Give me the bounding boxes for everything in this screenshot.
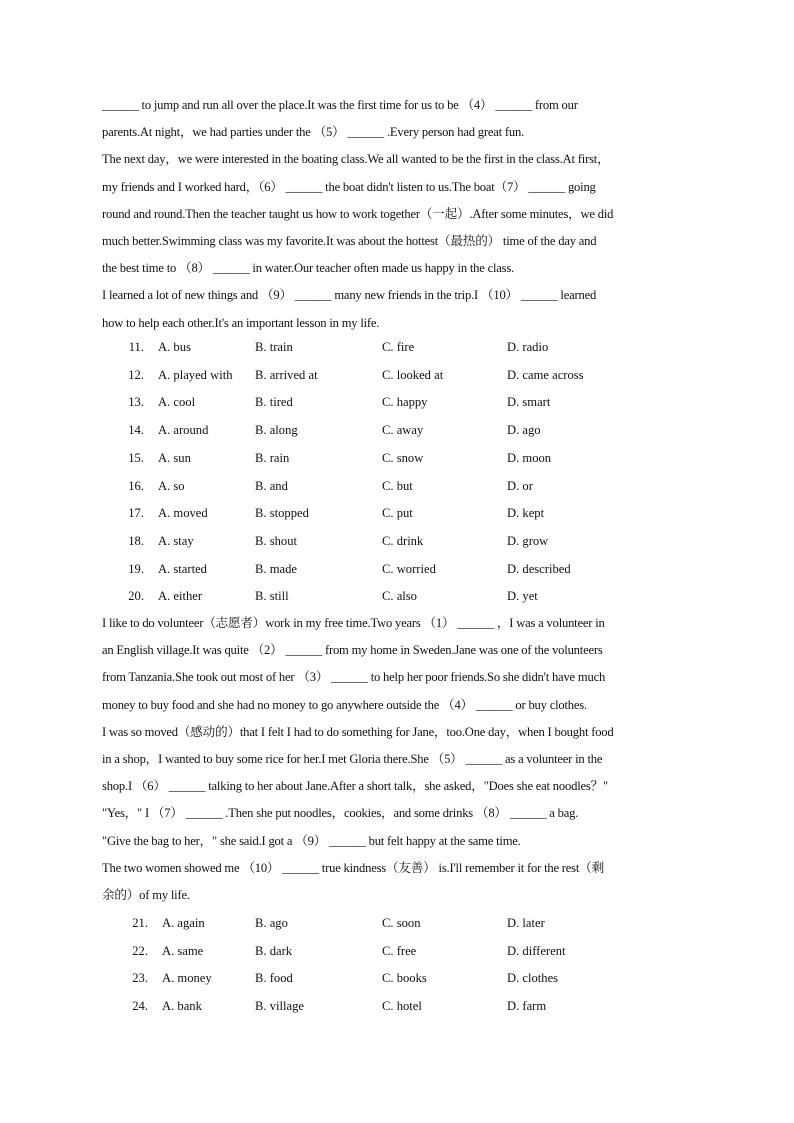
question-row	[0, 393, 794, 411]
question-number: 14.	[128, 423, 144, 438]
passage-line: the best time to （8） ______ in water.Our teacher often made us happy in the class.	[102, 261, 515, 276]
option-d[interactable]: D. kept	[507, 506, 545, 521]
question-number: 15.	[128, 450, 144, 465]
option-c[interactable]: C. looked at	[382, 367, 444, 382]
question-row	[0, 477, 794, 495]
option-c[interactable]: C. away	[382, 423, 424, 438]
question-row	[0, 449, 794, 467]
question-number: 23.	[132, 971, 148, 986]
option-d[interactable]: D. ago	[507, 423, 541, 438]
question-row	[0, 914, 794, 932]
passage-line: "Yes，" I （7） ______ .Then she put noodles，cookies，and some drinks （8） ______ a bag.	[102, 806, 579, 821]
option-c[interactable]: C. fire	[382, 340, 415, 354]
passage-line: from Tanzania.She took out most of her （3） ______ to help her poor friends.So she didn't have much	[102, 670, 606, 685]
option-b[interactable]: B. made	[255, 561, 297, 576]
option-b[interactable]: B. along	[255, 423, 298, 438]
option-d[interactable]: D. farm	[507, 999, 547, 1014]
option-b[interactable]: B. ago	[255, 916, 288, 930]
passage-line: my friends and I worked hard，（6） ______ the boat didn't listen to us.The boat（7） ______ going	[102, 179, 596, 194]
passage-line: I was so moved（感动的）that I felt I had to do something for Jane，too.One day，when I bought food	[102, 724, 614, 739]
option-c[interactable]: C. also	[382, 589, 417, 604]
option-a[interactable]: A. played with	[158, 367, 233, 382]
question-number: 24.	[132, 999, 148, 1014]
option-c[interactable]: C. books	[382, 971, 427, 986]
question-row	[0, 969, 794, 987]
question-row	[0, 560, 794, 578]
passage-line: round and round.Then the teacher taught us how to work together（一起）.After some minutes，we did	[102, 206, 614, 221]
question-number: 21.	[132, 916, 148, 930]
question-row	[0, 942, 794, 960]
option-b[interactable]: B. still	[255, 589, 289, 604]
option-b[interactable]: B. train	[255, 340, 293, 354]
question-row	[0, 421, 794, 439]
passage-line: shop.I （6） ______ talking to her about Jane.After a short talk，she asked，"Does she eat noodles？"	[102, 779, 608, 794]
option-a[interactable]: A. cool	[158, 395, 196, 410]
question-row	[0, 504, 794, 522]
option-c[interactable]: C. drink	[382, 533, 424, 548]
passage-line: "Give the bag to her，" she said.I got a （9） ______ but felt happy at the same time.	[102, 833, 521, 848]
option-d[interactable]: D. or	[507, 478, 533, 493]
option-a[interactable]: A. stay	[158, 533, 194, 548]
passage-line: money to buy food and she had no money to go anywhere outside the （4） ______ or buy clothes.	[102, 697, 587, 712]
passage-line: how to help each other.It's an important lesson in my life.	[102, 315, 380, 330]
passage-line: The two women showed me （10） ______ true kindness（友善） is.I'll remember it for the rest（剩	[102, 860, 604, 875]
option-a[interactable]: A. money	[162, 971, 212, 986]
option-d[interactable]: D. moon	[507, 450, 552, 465]
option-a[interactable]: A. moved	[158, 506, 208, 521]
option-c[interactable]: C. worried	[382, 561, 436, 576]
option-a[interactable]: A. sun	[158, 450, 191, 465]
passage-line: parents.At night，we had parties under the （5） ______ .Every person had great fun.	[102, 125, 525, 140]
passage-line: The next day，we were interested in the boating class.We all wanted to be the first in the class.At first，	[102, 152, 610, 167]
question-number: 11.	[128, 340, 144, 354]
option-d[interactable]: D. later	[507, 916, 545, 930]
option-b[interactable]: B. food	[255, 971, 293, 986]
question-row	[0, 338, 794, 356]
option-a[interactable]: A. bus	[158, 340, 191, 354]
passage-line: an English village.It was quite （2） ______ from my home in Sweden.Jane was one of the volunteers	[102, 643, 603, 658]
option-b[interactable]: B. stopped	[255, 506, 309, 521]
option-c[interactable]: C. happy	[382, 395, 428, 410]
passage-line: I learned a lot of new things and （9） ______ many new friends in the trip.I （10） ______ learned	[102, 288, 597, 303]
question-number: 17.	[128, 506, 144, 521]
option-c[interactable]: C. put	[382, 506, 413, 521]
passage-line: in a shop，I wanted to buy some rice for her.I met Gloria there.She （5） ______ as a volunteer in the	[102, 752, 603, 766]
option-b[interactable]: B. shout	[255, 533, 297, 548]
option-d[interactable]: D. described	[507, 561, 571, 576]
question-number: 12.	[128, 367, 144, 382]
option-d[interactable]: D. grow	[507, 533, 549, 548]
option-c[interactable]: C. soon	[382, 916, 421, 930]
option-d[interactable]: D. different	[507, 943, 566, 958]
passage-line: 余的）of my life.	[102, 888, 190, 902]
option-d[interactable]: D. came across	[507, 367, 584, 382]
option-d[interactable]: D. yet	[507, 589, 538, 604]
option-a[interactable]: A. again	[162, 916, 205, 930]
option-b[interactable]: B. arrived at	[255, 367, 318, 382]
question-number: 20.	[128, 589, 144, 604]
passage-line: I like to do volunteer（志愿者）work in my free time.Two years （1） ______ ，I was a volunteer in	[102, 616, 605, 630]
question-number: 13.	[128, 395, 144, 410]
option-b[interactable]: B. village	[255, 999, 304, 1014]
question-number: 16.	[128, 478, 144, 493]
question-row	[0, 587, 794, 605]
option-c[interactable]: C. snow	[382, 450, 424, 465]
question-row	[0, 997, 794, 1015]
question-row	[0, 366, 794, 384]
option-b[interactable]: B. rain	[255, 450, 290, 465]
option-a[interactable]: A. bank	[162, 999, 202, 1014]
option-a[interactable]: A. so	[158, 478, 185, 493]
option-b[interactable]: B. and	[255, 478, 288, 493]
passage-line: ______ to jump and run all over the place.It was the first time for us to be （4） ______ from our	[102, 98, 578, 112]
option-d[interactable]: D. clothes	[507, 971, 559, 986]
question-number: 22.	[132, 943, 148, 958]
option-d[interactable]: D. smart	[507, 395, 551, 410]
question-number: 18.	[128, 533, 144, 548]
option-d[interactable]: D. radio	[507, 340, 549, 354]
option-c[interactable]: C. free	[382, 943, 417, 958]
option-b[interactable]: B. tired	[255, 395, 293, 410]
option-c[interactable]: C. but	[382, 478, 413, 493]
passage-line: much better.Swimming class was my favorite.It was about the hottest（最热的） time of the day and	[102, 234, 597, 248]
question-number: 19.	[128, 561, 144, 576]
question-row	[0, 532, 794, 550]
option-a[interactable]: A. either	[158, 589, 203, 604]
option-b[interactable]: B. dark	[255, 943, 293, 958]
option-c[interactable]: C. hotel	[382, 999, 422, 1014]
option-a[interactable]: A. same	[162, 943, 204, 958]
option-a[interactable]: A. started	[158, 561, 207, 576]
option-a[interactable]: A. around	[158, 423, 209, 438]
